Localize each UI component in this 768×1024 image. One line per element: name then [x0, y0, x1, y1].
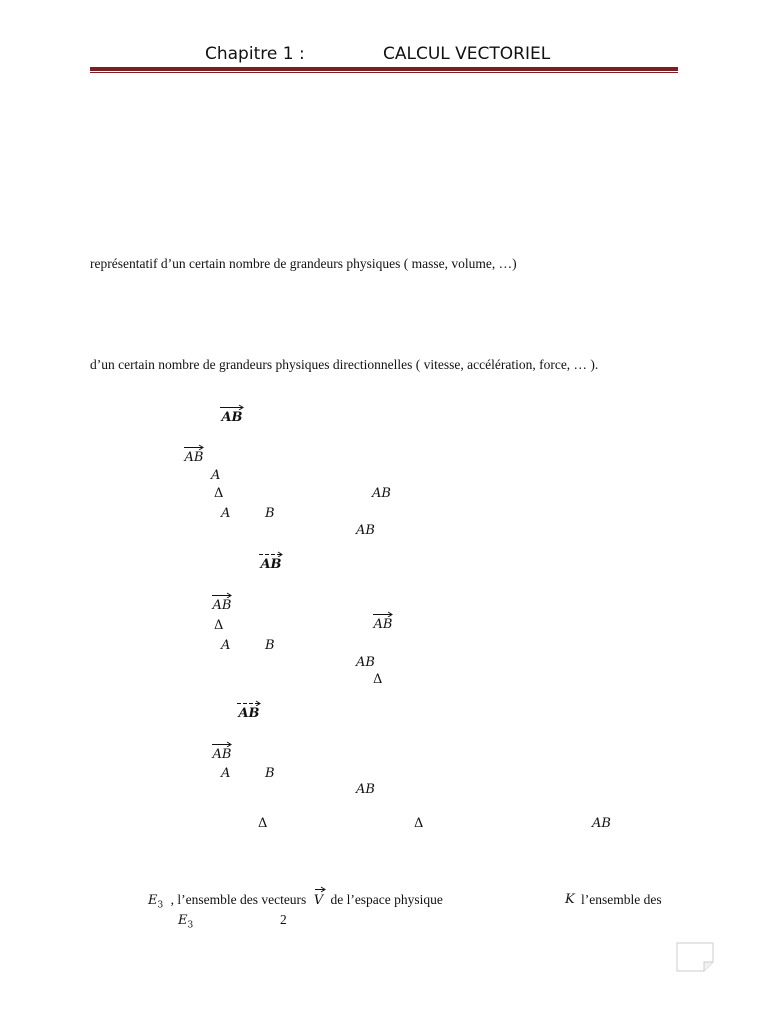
text-part2: de l’espace physique: [330, 892, 443, 907]
math-b: B: [265, 638, 275, 653]
header-rule-thin: [90, 72, 678, 73]
vector-ab-label: AB: [221, 410, 243, 425]
vector-ab-4: [211, 741, 233, 762]
vector-v: [314, 892, 323, 908]
math-ab: AB: [592, 816, 611, 831]
math-delta: Δ: [414, 816, 424, 831]
vector-ab-3: [372, 611, 394, 632]
math-b: B: [265, 766, 275, 781]
vector-ab-label: AB: [184, 450, 204, 465]
math-ab: AB: [372, 486, 391, 501]
chapter-label: Chapitre 1 :: [205, 44, 305, 64]
page-corner-icon: [676, 942, 714, 977]
math-delta: Δ: [214, 486, 224, 501]
math-v: V: [313, 893, 324, 908]
header-rule: [90, 67, 678, 71]
math-b: B: [265, 506, 275, 521]
vector-ab-2: [211, 592, 233, 613]
math-delta: Δ: [373, 672, 383, 687]
number-two: 2: [280, 912, 287, 927]
math-a: A: [211, 468, 221, 483]
math-ab: AB: [356, 655, 375, 670]
math-delta: Δ: [214, 618, 224, 633]
text-part3: l’ensemble des: [581, 892, 662, 907]
math-e3: $E_3$: [178, 913, 194, 931]
math-k: K: [565, 892, 575, 907]
vector-ab-1: [183, 444, 205, 465]
vector-ab-label: AB: [212, 598, 232, 613]
vector-ab-heading-1: [219, 404, 245, 425]
vector-ab-label: AB: [260, 557, 282, 572]
vector-arrow-icon: [314, 886, 326, 893]
text-line-vector: d’un certain nombre de grandeurs physiques directionnelles ( vitesse, accélération, force, … ).: [90, 357, 599, 372]
math-a: A: [221, 766, 231, 781]
text-line-ensemble: [148, 892, 678, 911]
vector-ab-label: AB: [373, 617, 393, 632]
vector-ab-heading-3: [236, 700, 262, 721]
text-line-scalar: représentatif d’un certain nombre de grandeurs physiques ( masse, volume, …): [90, 256, 517, 271]
math-a: A: [221, 506, 231, 521]
chapter-title: CALCUL VECTORIEL: [383, 44, 551, 64]
text-part1: , l’ensemble des vecteurs: [170, 892, 307, 907]
math-ab: AB: [356, 782, 375, 797]
math-e3: $E_3$: [148, 893, 164, 911]
math-ab: AB: [356, 523, 375, 538]
math-a: A: [221, 638, 231, 653]
math-delta: Δ: [258, 816, 268, 831]
vector-ab-label: AB: [212, 747, 232, 762]
vector-ab-label: AB: [238, 706, 260, 721]
vector-ab-heading-2: [258, 551, 284, 572]
